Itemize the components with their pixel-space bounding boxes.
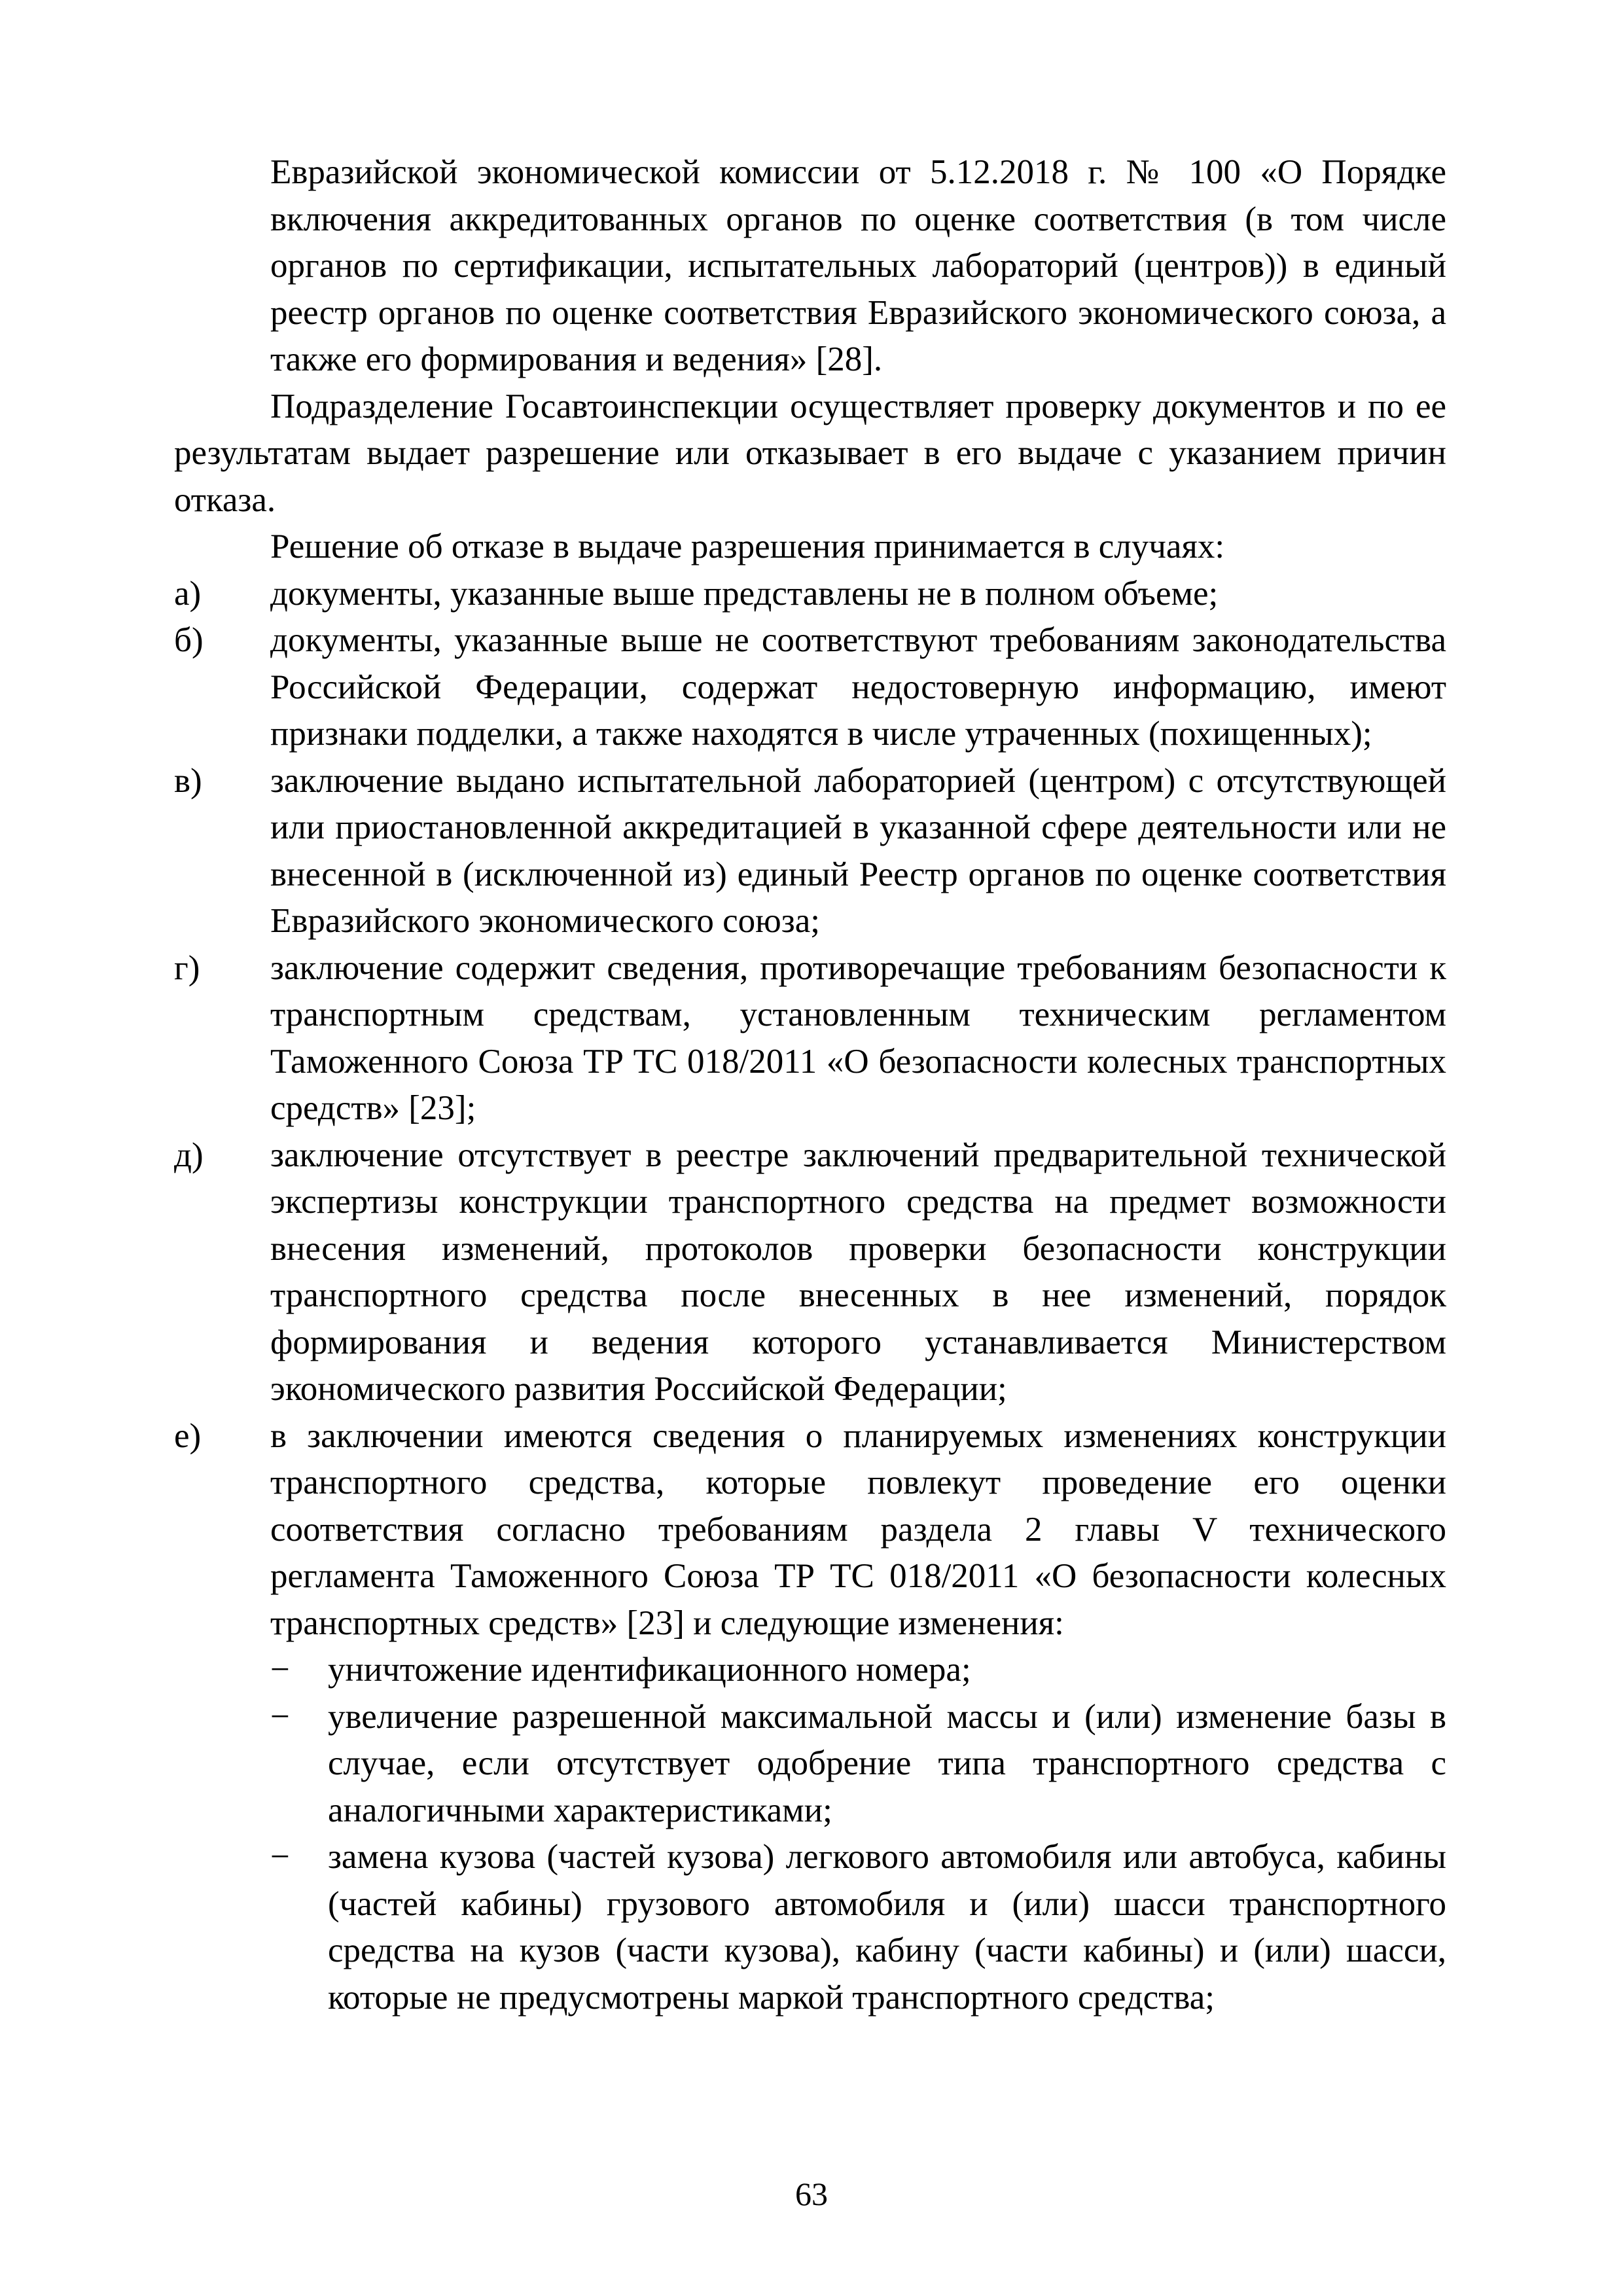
dash-marker: − (270, 1838, 290, 1876)
list-item-text: документы, указанные выше не соответствуют требованиям законодательства Российской Федерации, содержат недостоверную информацию, имеют признаки подделки, а также находятся в числе утраченных (похищенных); (270, 621, 1446, 753)
list-marker: е) (174, 1416, 202, 1455)
dash-marker: − (270, 1697, 290, 1736)
change-item (270, 1834, 1446, 2021)
list-marker: д) (174, 1136, 204, 1174)
list-item-text: заключение содержит сведения, противоречащие требованиям безопасности к транспортным средствам, установленным техническим регламентом Таможенного Союза ТР ТС 018/2011 «О безопасности колесных транспортных средств» [23]; (270, 948, 1446, 1127)
list-marker: в) (174, 761, 202, 800)
list-item-text: в заключении имеются сведения о планируемых изменениях конструкции транспортного средства, которые повлекут проведение его оценки соответствия согласно требованиям раздела 2 главы V технического регламента Таможенного Союза ТР ТС 018/2011 «О безопасности колесных транспортных средств» [23] и следующие изменения: (270, 1416, 1446, 1642)
list-marker: б) (174, 621, 204, 659)
change-item (270, 1694, 1446, 1835)
refusal-case-g (174, 945, 1446, 1132)
changes-list (270, 1647, 1446, 2021)
change-item-text: замена кузова (частей кузова) легкового автомобиля или автобуса, кабины (частей кабины) грузового автомобиля и (или) шасси транспортного средства на кузов (части кузова), кабину (части кабины) и (или) шасси, которые не предусмотрены маркой транспортного средства; (328, 1838, 1446, 2017)
list-item-text: заключение отсутствует в реестре заключений предварительной технической экспертизы конструкции транспортного средства на предмет возможности внесения изменений, протоколов проверки безопасности конструкции транспортного средства после внесенных в нее изменений, порядок формирования и ведения которого устанавливается Министерством экономического развития Российской Федерации; (270, 1136, 1446, 1408)
change-item-text: увеличение разрешенной максимальной массы и (или) изменение базы в случае, если отсутствует одобрение типа транспортного средства с аналогичными характеристиками; (328, 1697, 1446, 1829)
list-marker: а) (174, 574, 202, 613)
dash-marker: − (270, 1651, 290, 1689)
refusal-case-b (174, 617, 1446, 758)
refusal-case-d (174, 1132, 1446, 1413)
inspection-paragraph: Подразделение Госавтоинспекции осуществляет проверку документов и по ее результатам выдает разрешение или отказывает в его выдаче с указанием причин отказа. (174, 387, 1446, 519)
refusal-intro-paragraph: Решение об отказе в выдаче разрешения принимается в случаях: (270, 528, 1225, 565)
change-item-text: уничтожение идентификационного номера; (328, 1651, 971, 1689)
list-marker: г) (174, 948, 200, 987)
list-item-text: заключение выдано испытательной лабораторией (центром) с отсутствующей или приостановленной аккредитацией в указанной сфере деятельности или не внесенной в (исключенной из) единый Реестр органов по оценке соответствия Евразийского экономического союза; (270, 761, 1446, 940)
intro-continuation-paragraph: Евразийской экономической комиссии от 5.12.2018 г. № 100 «О Порядке включения аккредитованных органов по оценке соответствия (в том числе органов по сертификации, испытательных лабораторий (центров)) в единый реестр органов по оценке соответствия Евразийского экономического союза, а также его формирования и ведения» [28]. (270, 153, 1446, 378)
refusal-case-v (174, 758, 1446, 945)
page-body (174, 149, 1446, 2021)
list-item-text: документы, указанные выше представлены не в полном объеме; (270, 574, 1219, 613)
refusal-case-e (174, 1413, 1446, 1647)
change-item (270, 1647, 1446, 1694)
page-number: 63 (795, 2176, 828, 2212)
refusal-case-a (174, 571, 1446, 618)
